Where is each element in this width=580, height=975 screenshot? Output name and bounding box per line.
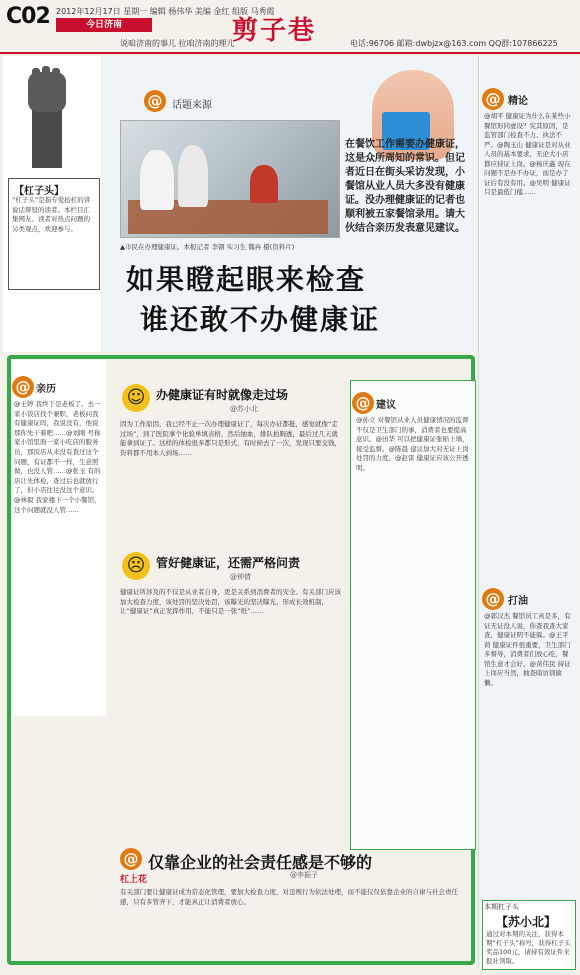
article2-byline: @钟倩 (230, 573, 251, 581)
issue-meta: 2012年12月17日 星期一 编辑 杨伟华 美编 金红 组版 马秀霞 (56, 7, 275, 16)
bottom-headline: 仅靠企业的社会责任感是不够的 (148, 853, 373, 872)
right-text-review: @胡平 健康证为什么在某些小餐馆形同虚设？究其原因，是监管部门检查不力、执法不严。@陶玉山 健康证是对从业人员的基本要求，无论大小店都应持证上岗。@杨庆鑫 现在问题不是办不办证，而是办了证后有没有用。@吴明 健康证只是最低门槛…… (484, 112, 571, 196)
article2-title: 管好健康证，还需严格问责 (156, 556, 301, 570)
at-icon: @ (482, 588, 504, 610)
rant-description: “杠子头”是指专爱抬杠的讲说话辩驳的读者。本栏目汇集网友、读者对热点问题的另类观点，欢迎参与。 (12, 196, 91, 233)
at-icon: @ (120, 848, 142, 870)
rant-winner-name: 【苏小北】 (496, 915, 557, 929)
photo-person (140, 150, 174, 210)
article2-text: 健康证所涉及的不仅是从业者自身，更是关系到消费者的安全。有关部门应该加大检查力度，该处罚的坚决处罚，该曝光的坚决曝光，形成长效机制，让“健康证”真正发挥作用，不能只是一张“纸”…… (120, 588, 341, 616)
topic-label: 话题来源 (172, 100, 212, 111)
happy-face-icon: ☺ (122, 384, 150, 412)
page-code: C02 (6, 4, 50, 29)
right-text-poem: @郭汉杰 餐馆员工真是多，有证无证没人说，你查我查大家查，健康证明不能躲。@王平荷 健康证件很重要，卫生部门多督导，消费者们放心吃，餐馆生意才会好。@黄伟民 持证上岗应当然，抽查暗访别偷懒。 (484, 612, 571, 687)
headline-line1: 如果瞪起眼来检查 (126, 263, 367, 296)
topic-text: 在餐饮工作需要办健康证，这是众所周知的常识。但记者近日在街头采访发现，小餐馆从业人员大多没有健康证。没办理健康证的记者也顺利被五家餐馆录用。请大伙结合亲历发表意见建议。 (345, 139, 465, 234)
photo-person (178, 145, 208, 207)
bottom-subsection: 杠上花 (120, 875, 148, 885)
right-head-review: 精论 (508, 96, 528, 107)
bottom-text: 有关部门要让健康证成为常态化管理，要加大检查力度，对违规行为依法处理，而不能仅仅依靠企业的自律与社会责任感，只有多管齐下，才能真正让消费者放心。 (120, 888, 458, 906)
experience-title: 亲历 (36, 384, 56, 395)
rant-winner-label: 本期杠子头 (484, 903, 519, 911)
slogan: 说咱济南的事儿 拉咱济南的理儿 (120, 39, 235, 48)
masthead: 剪子巷 (232, 16, 317, 46)
section-badge: 今日济南 (56, 18, 152, 32)
fist-icon (18, 62, 76, 172)
at-icon: @ (482, 88, 504, 110)
suggestion-title: 建议 (376, 400, 396, 411)
suggestion-text: @孙立 对餐馆从业人员健康情况的监督不仅是卫生部门的事，消费者也要提高意识。@田华 可以把健康证张贴上墙，接受监督。@陈晨 建议加大对无证上岗处罚的力度。@赵雷 健康证应该公开透明。 (356, 416, 469, 472)
photo-person (250, 165, 278, 203)
photo-caption: ▲市民在办理健康证。本报记者 李钢 实习生 魏冉 摄(资料片) (120, 243, 295, 251)
article1-byline: @苏小北 (230, 405, 258, 413)
experience-text: @王婷 我终于是老板了。去一家小饭店找个兼职，老板问我有健康证吗，我说没有，他说那你先干着吧……@刘刚 号称家小馆里面一家小吃店的服务员，那饭店从来没有查过这个问题，有证都不一样，生意照做，也没人管……@张玉 有的店让先体检，查过后也就放行了，但小店往往没这个意识。@林毅 我家楼下一个小餐馆，这个问题就没人管…… (14, 400, 101, 514)
header-divider (0, 52, 580, 54)
at-icon: @ (352, 392, 374, 414)
right-head-poem: 打油 (508, 596, 528, 607)
article1-title: 办健康证有时就像走过场 (156, 388, 289, 402)
neutral-face-icon: ☹ (122, 552, 150, 580)
headline-line2: 谁还敢不办健康证 (140, 303, 381, 336)
rant-winner-text: 通过对本期的关注，获得本期“杠子头”称号，获得杠子头奖品100元，请持有效证件来报社领取。 (486, 930, 571, 965)
article1-text: 因为工作原因，我已经不止一次办理健康证了，每次办证都挺，感觉就像“走过场”，到了医院拿个化验单填表格，然后抽血，排队拍胸透，最后过几天就能拿到证了。这样的体检很多都只是形式，有时候去了一次，发现只要交钱，资料都不用本人到场…… (120, 420, 341, 457)
contact-info: 电话:96706 邮箱:dwbjzx@163.com QQ群:107866225 (350, 39, 558, 48)
rant-title: 【杠子头】 (14, 186, 64, 197)
at-icon: @ (144, 90, 166, 112)
bottom-byline: @李振子 (290, 871, 318, 879)
at-icon: @ (12, 376, 34, 398)
